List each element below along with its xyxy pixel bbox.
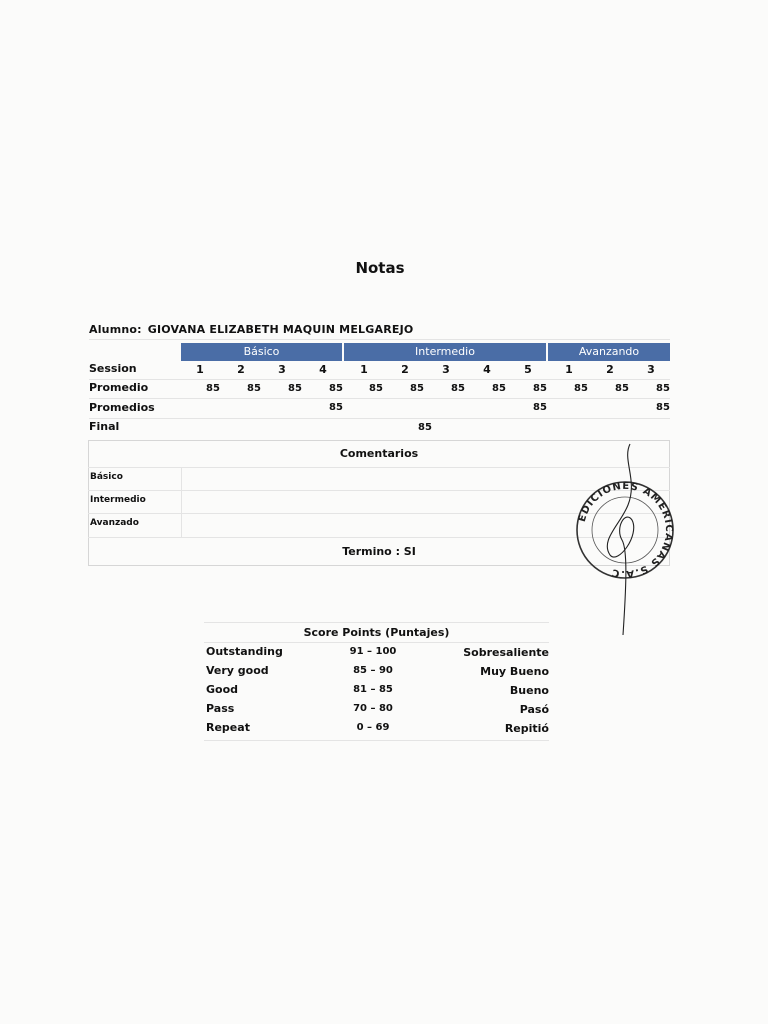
student-line (89, 323, 413, 336)
session-number: 1 (565, 363, 573, 376)
score-label-en: Good (206, 683, 239, 696)
level-header-basico: Básico (181, 343, 342, 361)
stamp-text: EDICIONES AMERICANAS S.A.C (576, 480, 675, 580)
comment-row-avanzado: Avanzado (90, 518, 139, 528)
score-range: 0 – 69 (356, 722, 390, 733)
promedios-value-basico: 85 (329, 402, 343, 413)
comments-title: Comentarios (339, 447, 419, 460)
row-label-final: Final (89, 420, 120, 433)
session-number: 3 (442, 363, 450, 376)
row-label-promedios: Promedios (89, 401, 155, 414)
level-header-avanzando: Avanzando (548, 343, 670, 361)
promedio-value: 85 (451, 383, 465, 394)
table-top-line (89, 339, 670, 340)
promedio-value: 85 (410, 383, 424, 394)
promedio-value: 85 (533, 383, 547, 394)
session-number: 1 (360, 363, 368, 376)
score-row (206, 645, 549, 663)
score-label-es: Repitió (504, 722, 549, 735)
row-label-session: Session (89, 362, 137, 375)
score-label-es: Bueno (509, 684, 549, 697)
score-row (206, 683, 549, 701)
promedio-value: 85 (329, 383, 343, 394)
score-range: 70 – 80 (353, 703, 393, 714)
score-label-en: Outstanding (206, 645, 283, 658)
student-label: Alumno: (89, 323, 142, 336)
score-row (206, 702, 549, 720)
promedio-value: 85 (369, 383, 383, 394)
table-row-line (89, 418, 670, 419)
promedio-value: 85 (574, 383, 588, 394)
promedio-value: 85 (615, 383, 629, 394)
score-label-es: Sobresaliente (463, 646, 549, 659)
score-row (206, 721, 549, 739)
promedio-value: 85 (288, 383, 302, 394)
score-range: 81 – 85 (353, 684, 393, 695)
session-number: 5 (524, 363, 532, 376)
promedio-value: 85 (492, 383, 506, 394)
student-name: GIOVANA ELIZABETH MAQUIN MELGAREJO (147, 323, 414, 336)
comment-row-basico: Básico (90, 472, 123, 482)
score-range: 91 – 100 (349, 646, 397, 657)
promedios-value-intermedio: 85 (533, 402, 547, 413)
session-number: 3 (647, 363, 655, 376)
promedios-value-avanzando: 85 (656, 402, 670, 413)
session-number: 4 (319, 363, 327, 376)
promedio-value: 85 (656, 383, 670, 394)
score-range: 85 – 90 (353, 665, 393, 676)
table-row-line (89, 398, 670, 399)
termino-status: Termino : SI (342, 545, 416, 558)
score-row-line (204, 740, 549, 741)
score-label-en: Very good (206, 664, 269, 677)
final-value: 85 (418, 422, 432, 433)
score-label-es: Muy Bueno (480, 665, 549, 678)
score-top-line (204, 622, 549, 623)
score-title: Score Points (Puntajes) (303, 626, 450, 639)
table-row-line (89, 379, 670, 380)
session-number: 2 (606, 363, 614, 376)
score-row (206, 664, 549, 682)
session-number: 2 (401, 363, 409, 376)
page-title: Notas (355, 259, 405, 277)
session-number: 1 (196, 363, 204, 376)
score-label-en: Repeat (206, 721, 250, 734)
level-header-intermedio: Intermedio (344, 343, 546, 361)
score-label-es: Pasó (519, 703, 549, 716)
promedio-value: 85 (247, 383, 261, 394)
session-number: 3 (278, 363, 286, 376)
comments-divider (181, 467, 182, 537)
score-label-en: Pass (206, 702, 235, 715)
session-number: 2 (237, 363, 245, 376)
promedio-value: 85 (206, 383, 220, 394)
company-stamp (570, 440, 685, 640)
session-number: 4 (483, 363, 491, 376)
score-row-line (204, 642, 549, 643)
comment-row-intermedio: Intermedio (90, 495, 146, 505)
signature-icon (607, 444, 633, 635)
row-label-promedio: Promedio (89, 381, 149, 394)
